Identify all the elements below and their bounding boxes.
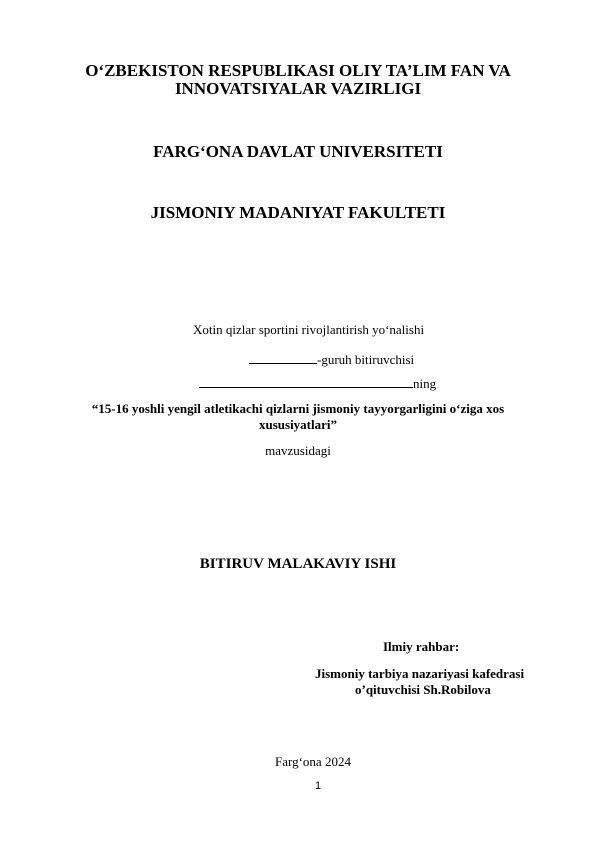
student-name-suffix: ning bbox=[413, 376, 437, 391]
topic-after: mavzusidagi bbox=[265, 443, 331, 458]
supervisor-label: Ilmiy rahbar: bbox=[383, 639, 460, 654]
work-type: BITIRUV MALAKAVIY ISHI bbox=[199, 556, 397, 572]
supervisor-department: Jismoniy tarbiya nazariyasi kafedrasi bbox=[315, 666, 525, 681]
page-number: 1 bbox=[315, 780, 322, 792]
group-line bbox=[249, 350, 414, 368]
direction-line: Xotin qizlar sportini rivojlantirish yo‘nalishi bbox=[193, 322, 425, 337]
university-name: FARG‘ONA DAVLAT UNIVERSITETI bbox=[153, 142, 443, 161]
ministry-line-2: INNOVATSIYALAR VAZIRLIGI bbox=[174, 79, 422, 98]
student-name-line bbox=[199, 374, 436, 392]
group-blank bbox=[249, 350, 317, 364]
student-name-blank bbox=[199, 374, 413, 388]
topic-line-2: xususiyatlari” bbox=[258, 417, 337, 432]
group-suffix: -guruh bitiruvchisi bbox=[317, 352, 415, 367]
faculty-name: JISMONIY MADANIYAT FAKULTETI bbox=[150, 203, 446, 222]
topic-line-1: “15-16 yoshli yengil atletikachi qizlarni jismoniy tayyorgarligini o‘ziga xos bbox=[91, 401, 505, 416]
ministry-line-1: O‘ZBEKISTON RESPUBLIKASI OLIY TA’LIM FAN VA bbox=[85, 61, 511, 80]
place-year: Farg‘ona 2024 bbox=[275, 754, 351, 769]
supervisor-name: o’qituvchisi Sh.Robilova bbox=[355, 682, 491, 697]
